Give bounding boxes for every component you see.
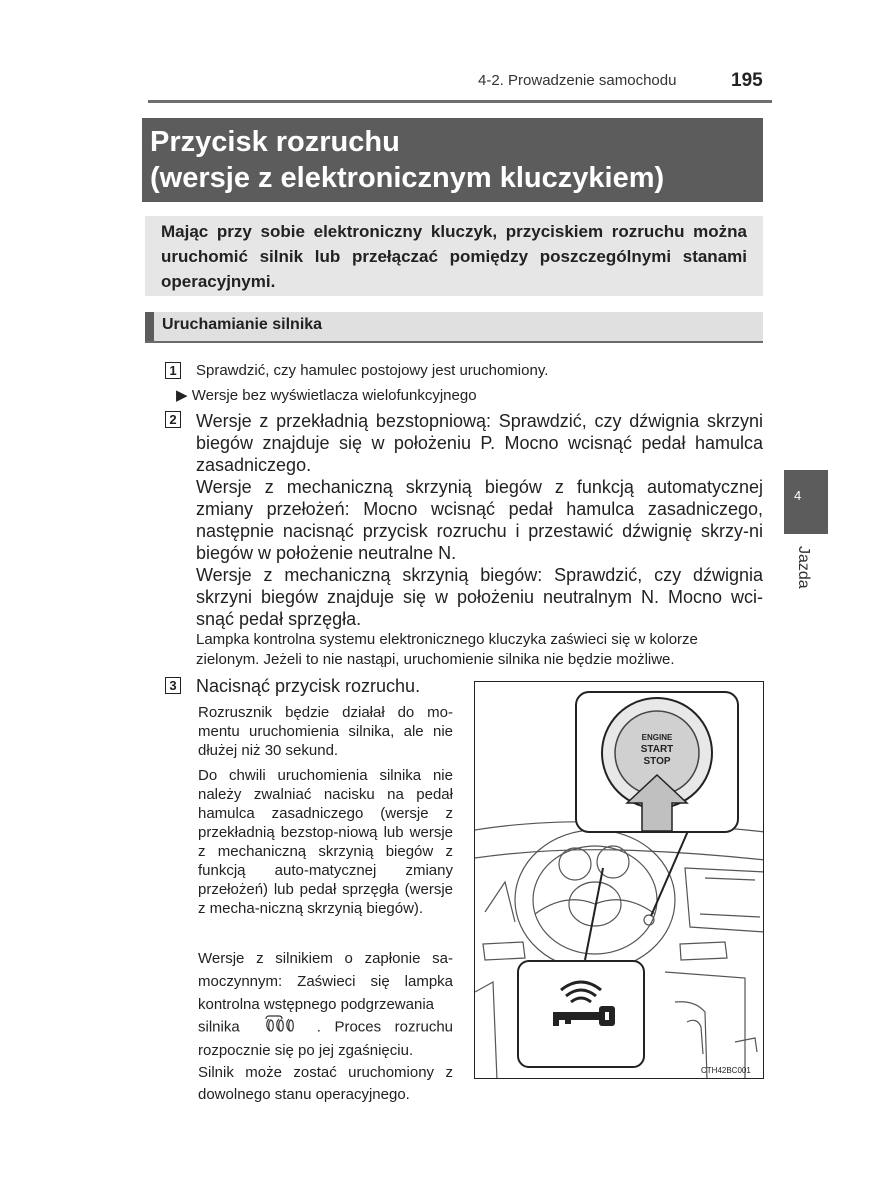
step-1-number: 1 [165, 362, 181, 379]
version-bullet: ▶ Wersje bez wyświetlacza wielofunkcyjnego [176, 387, 477, 404]
intro-text: Mając przy sobie elektroniczny kluczyk, przyciskiem rozruchu można uruchomić silnik lub przełączać pomiędzy poszczególnymi stanami operacyjnymi. [145, 216, 763, 296]
step-2-number-box [165, 411, 181, 429]
button-line-1: ENGINE [641, 733, 673, 742]
step-3-paragraph-3: Wersje z silnikiem o zapłonie sa-moczynnym: Zaświeci się lampka kontrolna wstępnego podgrzewania [198, 950, 453, 1013]
step-1-text: Sprawdzić, czy hamulec postojowy jest uruchomiony. [196, 362, 549, 379]
step-3-number: 3 [165, 677, 181, 694]
section-title: 4-2. Prowadzenie samochodu [478, 72, 677, 89]
step-2-note: Lampka kontrolna systemu elektronicznego kluczyka zaświeci się w kolorze zielonym. Jeżeli to nie nastąpi, uruchomienie silnika nie będzie możliwe. [196, 631, 698, 668]
step-3-paragraph-4: Silnik może zostać uruchomiony z dowolnego stanu operacyjnego. [198, 1064, 453, 1103]
step-3-number-box [165, 677, 181, 695]
page-title [142, 118, 763, 202]
figure-code: CTH42BC001 [701, 1066, 751, 1075]
button-line-2: START [640, 744, 674, 755]
button-line-3: STOP [643, 756, 671, 767]
dashboard-illustration [474, 681, 764, 1079]
chapter-tab [784, 470, 828, 534]
subsection-title: Uruchamianie silnika [162, 316, 323, 333]
step-2-text [196, 410, 763, 630]
chapter-tab-number: 4 [794, 488, 802, 503]
subsection-bar [145, 312, 154, 341]
glow-plug-indicator-icon [263, 1015, 299, 1040]
step-3-text: Nacisnąć przycisk rozruchu. [196, 676, 421, 696]
step-2-paragraph-3: Wersje z mechaniczną skrzynią biegów: Sprawdzić, czy dźwignia skrzyni biegów znajduje się w położeniu neutralnym N. Mocno wci-snąć pedał sprzęgła. [196, 565, 763, 629]
header-rule [148, 100, 772, 103]
start-button-zoom [575, 691, 739, 833]
glow-text-post: . Proces rozruchu rozpocznie się po jej zgaśnięciu. [198, 1018, 454, 1059]
step-2-number: 2 [165, 411, 181, 428]
step-3-paragraph-2: Do chwili uruchomienia silnika nie należy zwalniać nacisku na pedał hamulca zasadniczego (wersje z przekładnią bezstop-niową lub wersje z mechaniczną skrzynią biegów z funkcją auto-matycznej zmiany przełożeń) lub pedał sprzęgła (wersje z mecha-niczną skrzynią biegów). [198, 767, 453, 917]
indicator-zoom [517, 960, 645, 1068]
title-line-2: (wersje z elektronicznym kluczykiem) [150, 162, 665, 194]
step-3-paragraph-3-cont [198, 1015, 453, 1062]
step-3-paragraph-1: Rozrusznik będzie działał do mo-mentu uruchomienia silnika, ale nie dłużej niż 30 sekund. [198, 704, 453, 759]
chapter-tab-label: Jazda [795, 546, 812, 589]
subsection-heading [145, 312, 763, 343]
engine-start-stop-button [617, 732, 697, 768]
glow-text-pre: silnika [198, 1018, 240, 1036]
step-2-paragraph-1: Wersje z przekładnią bezstopniową: Sprawdzić, czy dźwignia skrzyni biegów znajduje się w położeniu P. Mocno wcisnąć pedał hamulca zasadniczego. [196, 411, 763, 475]
page-number: 195 [731, 70, 763, 91]
step-1 [165, 362, 549, 379]
smart-key-indicator-icon [519, 962, 643, 1066]
step-2-paragraph-2: Wersje z mechaniczną skrzynią biegów z funkcją automatycznej zmiany przełożeń: Mocno wcisnąć pedał hamulca zasadniczego, następnie nacisnąć przycisk rozruchu i przestawić dźwignię skrzy-ni biegów w położenie neutralne N. [196, 477, 763, 563]
title-line-1: Przycisk rozruchu [150, 126, 400, 158]
